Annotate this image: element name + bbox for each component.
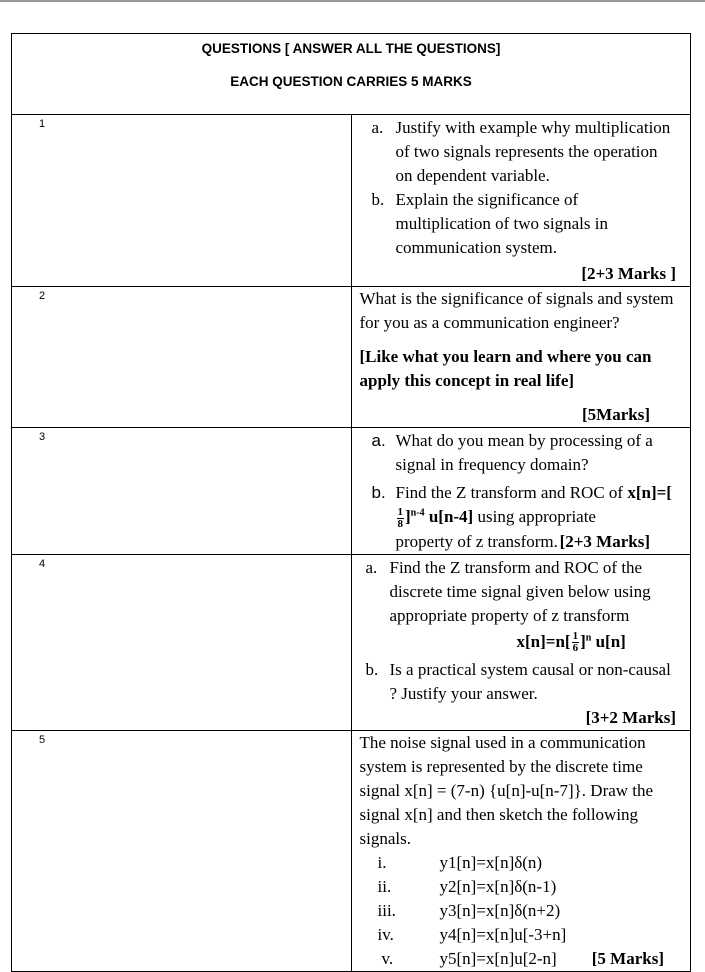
marks-label: [2+3 Marks] (559, 531, 650, 551)
fraction-denominator: 6 (572, 642, 579, 655)
subitem-label: ii. (377, 876, 392, 896)
question-number-cell (12, 554, 352, 730)
subitem-text: y5[n]=x[n]u[2-n] (439, 948, 557, 968)
subitem-text: y2[n]=x[n]δ(n-1) (439, 876, 557, 896)
subitem-label: i. (377, 852, 387, 872)
question-item-b (352, 188, 691, 260)
question-number: 4 (39, 557, 46, 570)
question-row-1 (12, 115, 691, 287)
question-body-cell (351, 115, 691, 287)
subitem-label: iv. (377, 924, 394, 944)
subitem (352, 851, 691, 875)
header-line-2: EACH QUESTION CARRIES 5 MARKS (230, 74, 472, 89)
expression-start: x[n]=[ (627, 483, 672, 502)
question-number: 2 (39, 290, 46, 302)
question-item-a (352, 429, 691, 477)
question-table (11, 33, 691, 972)
expression-exponent: n-4 (410, 507, 425, 519)
question-item-a (352, 116, 691, 188)
equation-exponent: n (585, 631, 592, 643)
fraction (397, 507, 405, 530)
subitem (352, 923, 691, 947)
question-item-b (352, 658, 691, 706)
marks-label: [2+3 Marks ] (581, 264, 676, 283)
subitem-label: iii. (377, 900, 396, 920)
item-text-line2: property of z transform. (395, 531, 558, 551)
item-text-pre: Find the Z transform and ROC of (395, 483, 624, 502)
question-row-2 (12, 287, 691, 428)
equation-end: u[n] (595, 631, 626, 651)
expression-end: u[n-4] (428, 507, 474, 526)
item-text: Find the Z transform and ROC of the discrete time signal given below using appropriate property of z transform (389, 557, 651, 625)
item-label: a. (371, 431, 386, 450)
question-body-cell (351, 730, 691, 971)
header-cell (12, 34, 691, 115)
header-line-1: QUESTIONS [ ANSWER ALL THE QUESTIONS] (201, 41, 501, 56)
question-row-5 (12, 730, 691, 971)
header-row (12, 34, 691, 115)
question-number: 3 (39, 431, 46, 443)
fraction-numerator: 1 (397, 505, 403, 518)
question-number-cell (12, 428, 352, 555)
fraction-numerator: 1 (572, 630, 579, 643)
item-label: b. (371, 483, 386, 502)
subitem (352, 947, 691, 971)
question-row-4 (12, 554, 691, 730)
subitem (352, 875, 691, 899)
item-label: a. (371, 118, 384, 137)
question-number-cell (12, 287, 352, 428)
question-text: The noise signal used in a communication system is represented by the discrete time signal x[n] = (7-n) {u[n]-u[n-7]}. Draw the signal x[n] and then sketch the following signals. (359, 732, 654, 848)
question-item-b: b. Find the Z transform and ROC of x[n]=[ $\frac{1}{8}$ ]$^{n-4}$ u[n-4] using appropriate property of z transform. [2+3 Marks] (352, 477, 691, 554)
top-divider (0, 0, 705, 2)
question-number-cell (12, 730, 352, 971)
item-text-post: using appropriate (477, 507, 596, 526)
marks-label: [5Marks] (582, 405, 650, 424)
subitem-text: y4[n]=x[n]u[-3+n] (439, 924, 567, 944)
question-text: What is the significance of signals and system for you as a communication engineer? (359, 289, 674, 332)
question-item-a (352, 556, 691, 628)
fraction-denominator: 8 (397, 517, 403, 530)
marks-label: [3+2 Marks] (585, 707, 676, 727)
fraction (572, 631, 580, 654)
item-label: b. (365, 659, 379, 679)
subitem-text: y1[n]=x[n]δ(n) (439, 852, 543, 872)
item-text: Justify with example why multiplication of two signals represents the operation on dependent variable. (395, 118, 671, 185)
equation-start: x[n]=n[ (516, 631, 571, 651)
equation: x[n]=n[ $\frac{1}{6}$ ]$^n$ u[n] (516, 630, 626, 655)
question-body-cell (351, 554, 691, 730)
question-body-cell (351, 428, 691, 555)
item-text: Is a practical system causal or non-causal ? Justify your answer. (389, 659, 671, 703)
item-text: What do you mean by processing of a signal in frequency domain? (395, 431, 653, 474)
item-label: b. (371, 190, 385, 209)
marks-label: [5 Marks] (591, 948, 664, 968)
question-number: 5 (39, 733, 46, 746)
item-label: a. (365, 557, 378, 577)
subitem (352, 899, 691, 923)
question-number: 1 (39, 118, 46, 130)
question-number-cell (12, 115, 352, 287)
question-note: [Like what you learn and where you can apply this concept in real life] (359, 347, 652, 390)
question-row-3 (12, 428, 691, 555)
subitem-label: v. (381, 948, 394, 968)
subitem-text: y3[n]=x[n]δ(n+2) (439, 900, 561, 920)
item-text: Explain the significance of multiplication of two signals in communication system. (395, 190, 608, 257)
question-body-cell (351, 287, 691, 428)
